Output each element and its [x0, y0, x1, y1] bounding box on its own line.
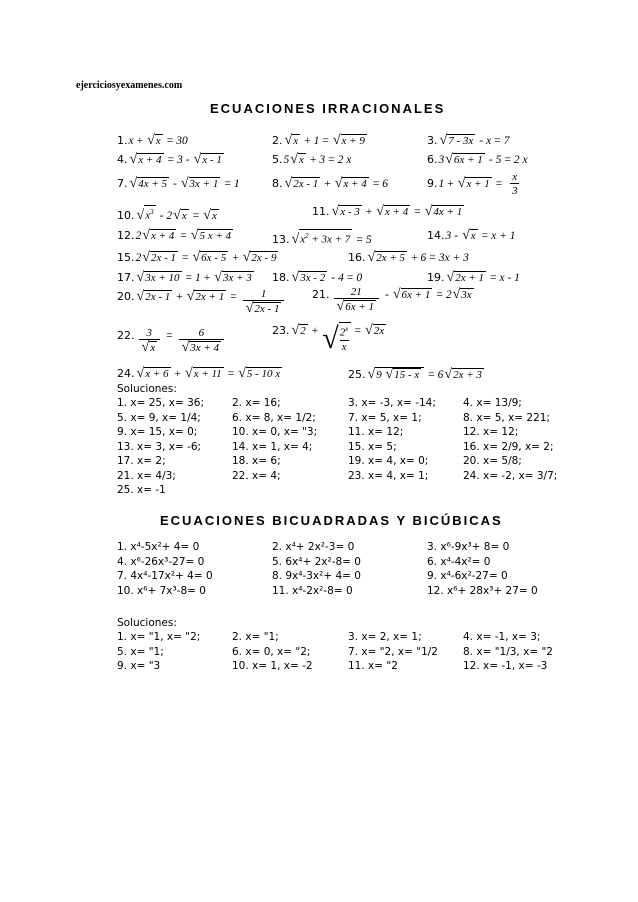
bicuadrada-equation: 1. x⁴-5x²+ 4= 0	[117, 541, 200, 553]
solution-item: 14. x= 1, x= 4;	[232, 440, 313, 453]
equation-16: 16. √ 2x + 5 + 6 = 3x + 3	[348, 250, 469, 265]
bicuadrada-equation: 10. x⁶+ 7x³-8= 0	[117, 584, 206, 597]
equation-20: 20. √ 2x - 1 + √ 2x + 1 = 1 √ 2x - 1	[117, 288, 287, 316]
bicuadrada-equation: 7. 4x⁴-17x²+ 4= 0	[117, 570, 213, 582]
solution-item: 22. x= 4;	[232, 469, 281, 482]
equation-22: 22. 3 √ x = 6 √ 3x + 4	[117, 327, 227, 355]
solution-item: 7. x= "2, x= "1/2	[348, 645, 438, 658]
equation-13: 13. √ $x^2 + 3x + 7$ = 5	[272, 229, 372, 247]
solutions-label-2: Soluciones:	[117, 617, 177, 629]
equation-10: 10. √ $x^3$ - 2 √ x = √ x	[117, 205, 220, 223]
solution-item: 6. x= 8, x= 1/2;	[232, 411, 316, 424]
equation-1: 1. x + √ x = 30	[117, 133, 188, 148]
solution-item: 25. x= -1	[117, 484, 166, 496]
solution-item: 24. x= -2, x= 3/7;	[463, 469, 558, 482]
equation-2: 2. √ x + 1 = √ x + 9	[272, 133, 365, 148]
equation-3: 3. √ 7 - 3x - x = 7	[427, 133, 510, 148]
solution-item: 12. x= 12;	[463, 426, 519, 438]
equation-5: 5. 5 √ x + 3 = 2 x	[272, 152, 352, 167]
equation-6: 6. 3 √ 6x + 1 - 5 = 2 x	[427, 152, 528, 167]
equation-11: 11. √ x - 3 + √ x + 4 = √ 4x + 1	[312, 204, 463, 219]
solution-item: 18. x= 6;	[232, 455, 281, 467]
solution-item: 4. x= 13/9;	[463, 397, 522, 409]
solution-item: 23. x= 4, x= 1;	[348, 469, 429, 482]
site-name: ejerciciosyexamenes.com	[76, 80, 183, 91]
bicuadrada-equation: 5. 6x⁴+ 2x²-8= 0	[272, 555, 361, 568]
solution-item: 3. x= 2, x= 1;	[348, 631, 422, 643]
solution-item: 3. x= -3, x= -14;	[348, 397, 436, 409]
solution-item: 11. x= 12;	[348, 426, 404, 438]
equation-25: 25. √ 9 √ 15 - x = 6 √ 2x + 3	[348, 367, 482, 382]
bicuadrada-equation: 12. x⁶+ 28x³+ 27= 0	[427, 584, 538, 597]
solution-item: 21. x= 4/3;	[117, 469, 176, 482]
solution-item: 4. x= -1, x= 3;	[463, 631, 541, 643]
equation-21: 21. 21 √ 6x + 1 - √ 6x + 1 = 2 √ 3x	[312, 286, 472, 314]
solution-item: 12. x= -1, x= -3	[463, 660, 548, 672]
equation-9: 9. 1 + √ x + 1 = $\frac{x}{3}$	[427, 171, 518, 197]
solution-item: 9. x= 15, x= 0;	[117, 426, 198, 438]
equation-7: 7. √ 4x + 5 - √ 3x + 1 = 1	[117, 176, 240, 191]
solution-item: 6. x= 0, x= "2;	[232, 645, 311, 658]
solution-item: 8. x= "1/3, x= "2	[463, 645, 553, 658]
equation-23: 23. √ 2 + √ 2$^x$ x = √ 2x	[272, 321, 385, 355]
solution-item: 11. x= "2	[348, 660, 398, 672]
bicuadrada-equation: 6. x⁴-4x²= 0	[427, 555, 491, 568]
solution-item: 10. x= 0, x= "3;	[232, 426, 318, 438]
section-title-irracionales: ECUACIONES IRRACIONALES	[210, 101, 446, 116]
solution-item: 16. x= 2/9, x= 2;	[463, 440, 554, 453]
solution-item: 5. x= 9, x= 1/4;	[117, 411, 201, 424]
solution-item: 5. x= "1;	[117, 645, 164, 658]
equation-4: 4. √ x + 4 = 3 - √ x - 1	[117, 152, 222, 167]
bicuadrada-equation: 11. x⁴-2x²-8= 0	[272, 584, 353, 597]
bicuadrada-equation: 3. x⁶-9x³+ 8= 0	[427, 541, 510, 553]
solution-item: 9. x= "3	[117, 660, 161, 672]
equation-14: 14. 3 - √ x = x + 1	[427, 228, 516, 243]
solution-item: 2. x= "1;	[232, 631, 279, 643]
equation-19: 19. √ 2x + 1 = x - 1	[427, 270, 520, 285]
solution-item: 19. x= 4, x= 0;	[348, 455, 429, 467]
solutions-label-1: Soluciones:	[117, 383, 177, 395]
solution-item: 2. x= 16;	[232, 397, 281, 409]
bicuadrada-equation: 2. x⁴+ 2x²-3= 0	[272, 541, 355, 553]
solution-item: 17. x= 2;	[117, 455, 166, 467]
solution-item: 20. x= 5/8;	[463, 455, 522, 467]
solution-item: 7. x= 5, x= 1;	[348, 411, 422, 424]
solution-item: 15. x= 5;	[348, 440, 397, 453]
equation-17: 17. √ 3x + 10 = 1 + √ 3x + 3	[117, 270, 252, 285]
solution-item: 1. x= 25, x= 36;	[117, 397, 204, 409]
equation-12: 12. 2 √ x + 4 = √ 5 x + 4	[117, 228, 231, 243]
bicuadrada-equation: 4. x⁶-26x³-27= 0	[117, 555, 205, 568]
solution-item: 10. x= 1, x= -2	[232, 660, 313, 672]
bicuadrada-equation: 8. 9x⁴-3x²+ 4= 0	[272, 570, 361, 582]
solution-item: 8. x= 5, x= 221;	[463, 411, 550, 424]
bicuadrada-equation: 9. x⁴-6x²-27= 0	[427, 570, 508, 582]
solution-item: 13. x= 3, x= -6;	[117, 440, 202, 453]
solution-item: 1. x= "1, x= "2;	[117, 631, 201, 643]
equation-8: 8. √ 2x - 1 + √ x + 4 = 6	[272, 176, 388, 191]
equation-15: 15. 2 √ 2x - 1 = √ 6x - 5 + √ 2x - 9	[117, 250, 277, 265]
section-title-bicuadradas: ECUACIONES BICUADRADAS Y BICÚBICAS	[160, 513, 503, 528]
equation-18: 18. √ 3x - 2 - 4 = 0	[272, 270, 363, 285]
equation-24: 24. √ x + 6 + √ x + 11 = √ 5 - 10 x	[117, 366, 281, 381]
